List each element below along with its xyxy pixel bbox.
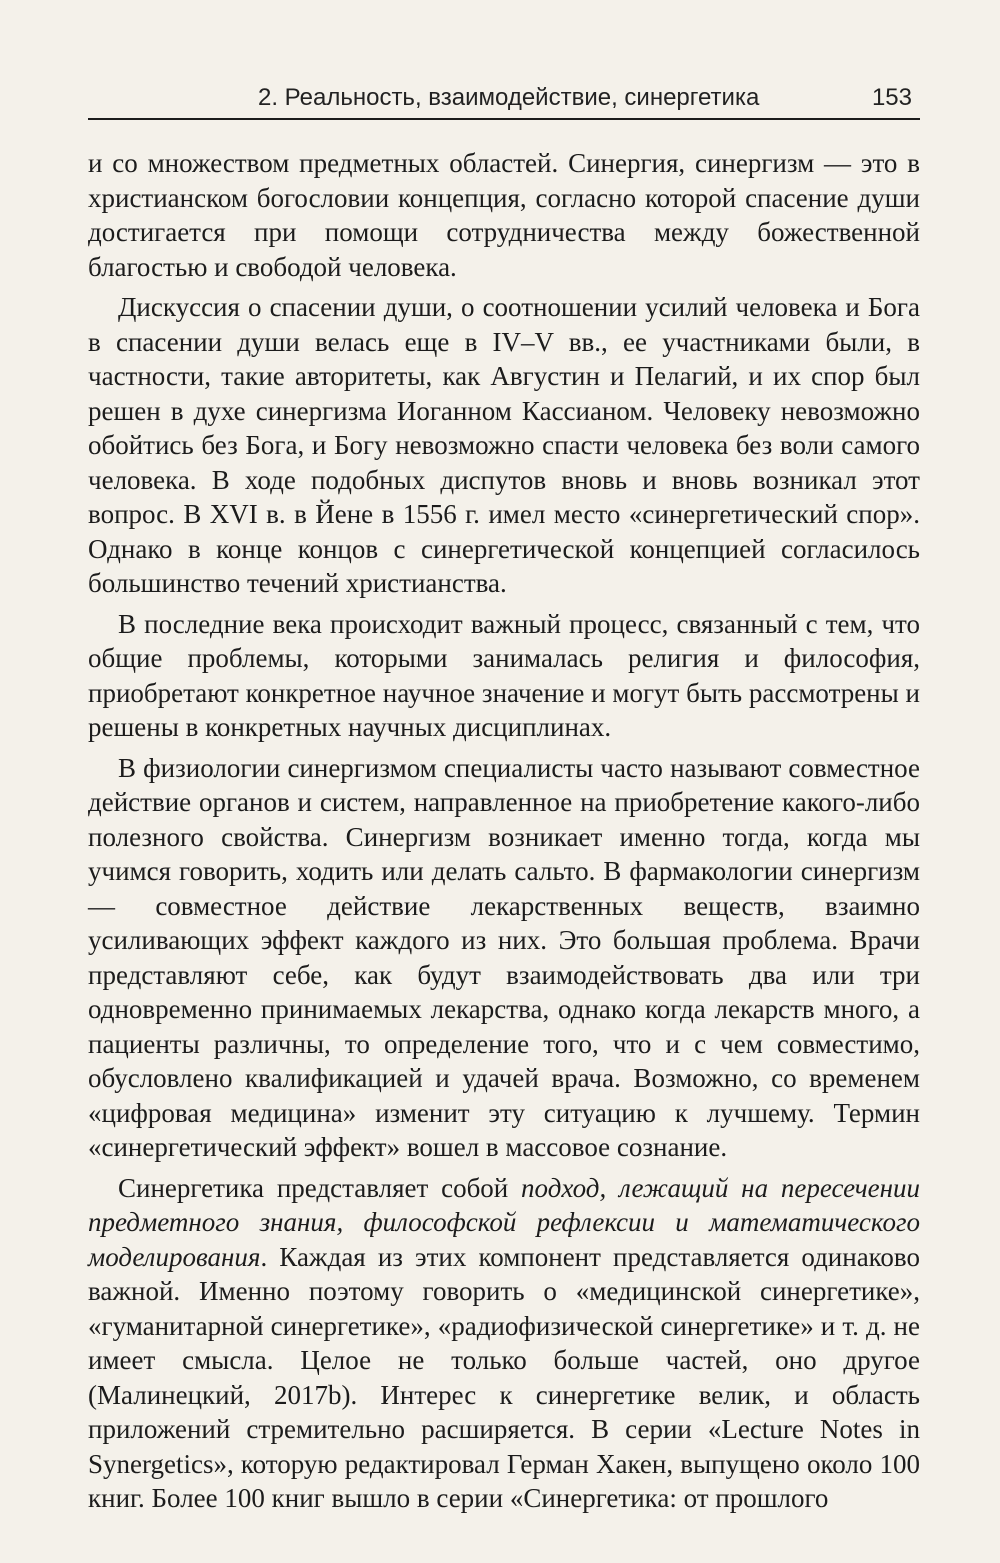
- body-text: [88, 146, 920, 1516]
- paragraph-lead: Синергетика представляет собой: [118, 1172, 522, 1203]
- italic-phrase: подход, лежащий на пересечении предметного знания, философской рефлексии и математического моделирования: [88, 1172, 920, 1272]
- paragraph: и со множеством предметных областей. Синергия, синергизм — это в христианском богословии концепция, согласно которой спасение души достигается при помощи сотрудничества между божественной благостью и свободой человека.: [88, 148, 920, 282]
- paragraph: В физиологии синергизмом специалисты часто называют совместное действие органов и систем, направленное на приобретение какого-либо полезного свойства. Синергизм возникает именно тогда, когда мы учимся говорить, ходить или делать сальто. В фармакологии синергизм — совместное действие лекарственных веществ, взаимно усиливающих эффект каждого из них. Это большая проблема. Врачи представляют себе, как будут взаимодействовать два или три одновременно принимаемых лекарства, однако когда лекарств много, а пациенты различны, то определение того, что и с чем совместимо, обусловлено квалификацией и удачей врача. Возможно, со временем «цифровая медицина» изменит эту ситуацию к лучшему. Термин «синергетический эффект» вошел в массовое сознание.: [88, 752, 920, 1162]
- page-number: 153: [871, 84, 912, 111]
- header-rule: [88, 118, 920, 120]
- paragraph: [88, 1171, 920, 1516]
- paragraph: В последние века происходит важный процесс, связанный с тем, что общие проблемы, которыми занималась религия и философия, приобретают конкретное научное значение и могут быть рассмотрены и решены в конкретных научных дисциплинах.: [88, 608, 920, 742]
- book-page: [88, 78, 920, 1522]
- paragraph-rest: . Каждая из этих компонент представляется одинаково важной. Именно поэтому говорить о «медицинской синергетике», «гуманитарной синергетике», «радиофизической синергетике» и т. д. не имеет смысла. Целое не только больше частей, оно другое (Малинецкий, 2017b). Интерес к синергетике велик, и область приложений стремительно расширяется. В серии «Lecture Notes in Synergetics», которую редактировал Герман Хакен, выпущено около 100 книг. Более 100 книг вышло в серии «Синергетика: от прошлого: [88, 1241, 920, 1513]
- running-head: [88, 78, 920, 118]
- paragraph: Дискуссия о спасении души, о соотношении усилий человека и Бога в спасении души велась еще в IV–V вв., ее участниками были, в частности, такие авторитеты, как Августин и Пелагий, и их спор был решен в духе синергизма Иоганном Кассианом. Человеку невозможно обойтись без Бога, и Богу невозможно спасти человека без воли самого человека. В ходе подобных диспутов вновь и вновь возникал этот вопрос. В XVI в. в Йене в 1556 г. имел место «синергетический спор». Однако в конце концов с синергетической концепцией согласилось большинство течений христианства.: [88, 292, 920, 598]
- chapter-title: 2. Реальность, взаимодействие, синергетика: [258, 84, 760, 111]
